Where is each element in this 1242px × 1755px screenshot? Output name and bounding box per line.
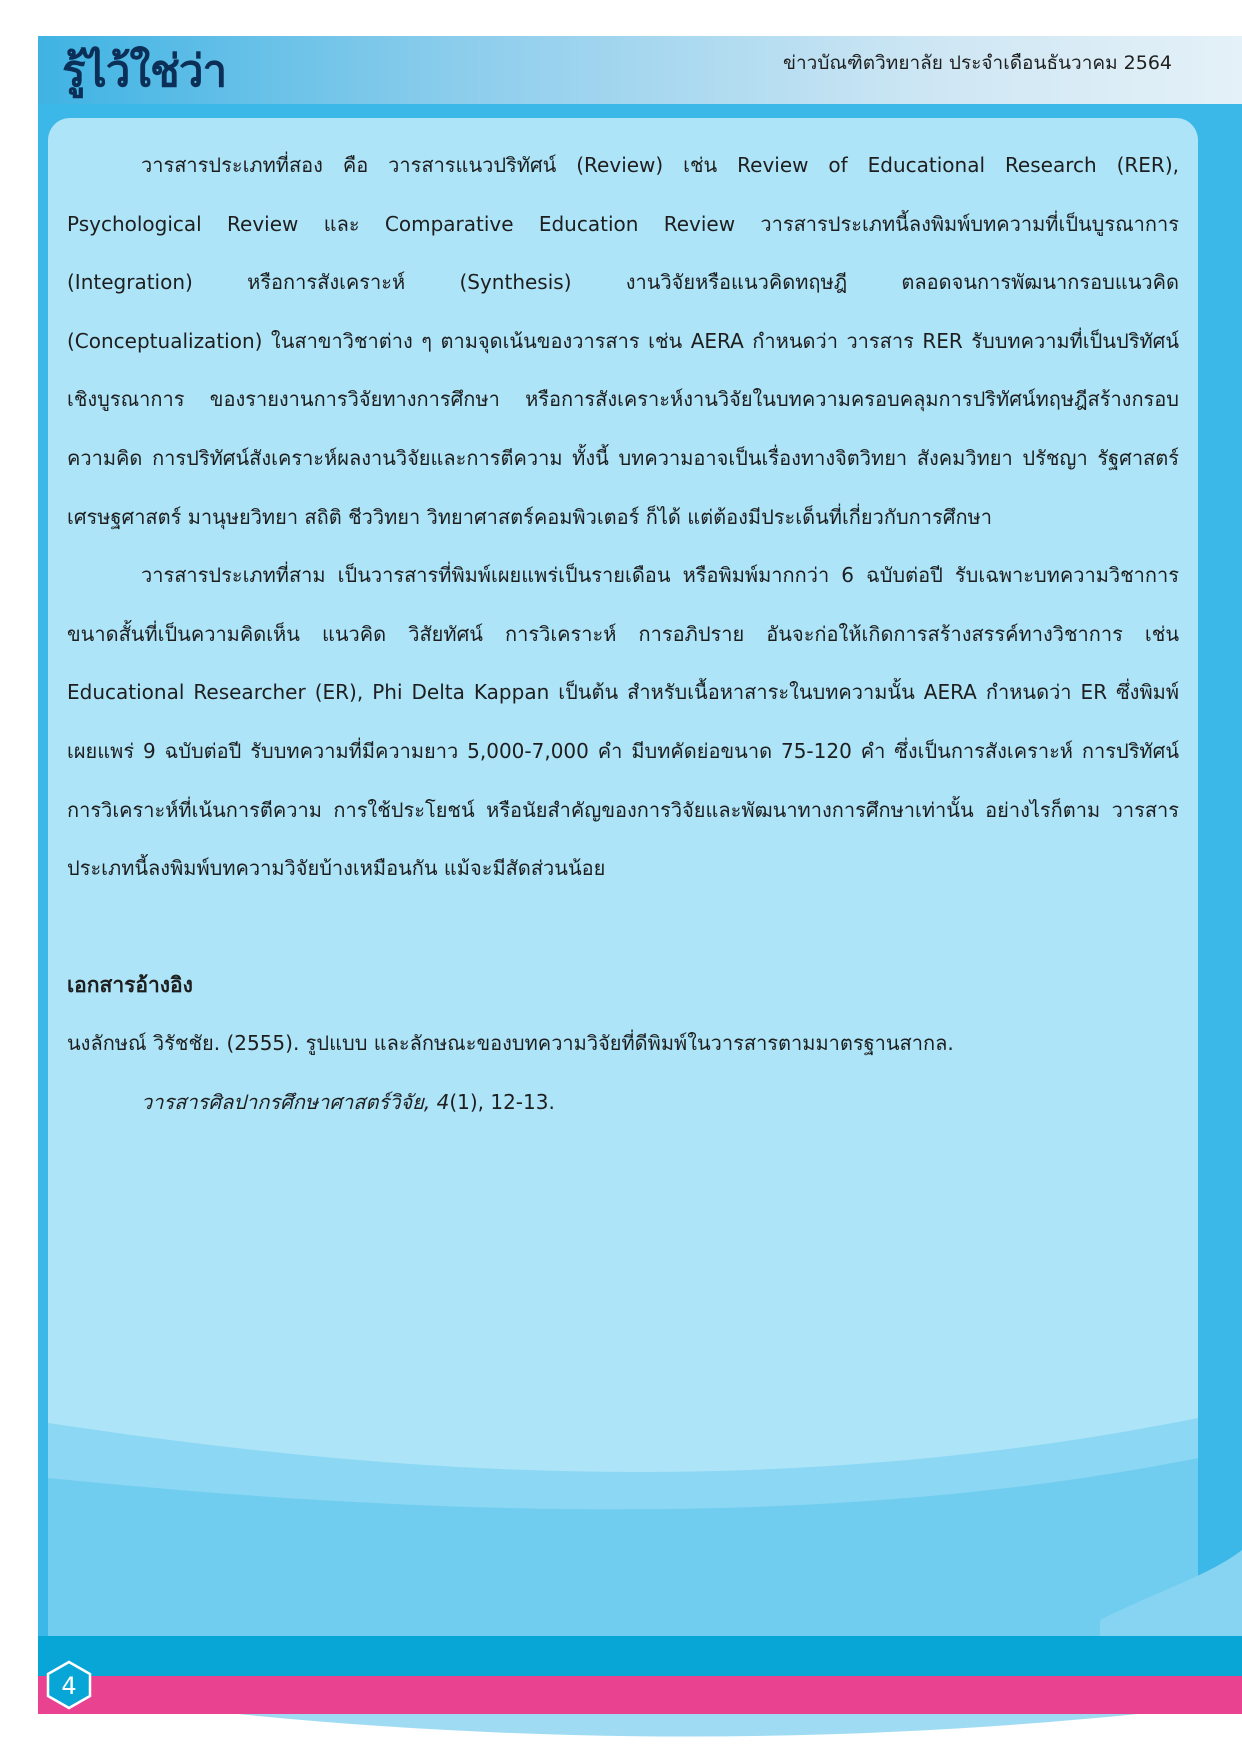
- bottom-wave-decoration: [38, 1714, 1242, 1755]
- article-body: [67, 136, 1179, 1132]
- right-wave-decoration: [1100, 1480, 1242, 1640]
- reference-issue-pages: (1), 12-13.: [449, 1089, 555, 1114]
- paragraph-review-journals: วารสารประเภทที่สอง คือ วารสารแนวปริทัศน์ (Review) เช่น Review of Educational Research (RER), Psychological Review และ Comparative Education Review วารสารประเภทนี้ลงพิมพ์บทความที่เป็นบูรณาการ (Integration) หรือการสังเคราะห์ (Synthesis) งานวิจัยหรือแนวคิดทฤษฎี ตลอดจนการพัฒนากรอบแนวคิด (Conceptualization) ในสาขาวิชาต่าง ๆ ตามจุดเน้นของวารสาร เช่น AERA กำหนดว่า วารสาร RER รับบทความที่เป็นปริทัศน์เชิงบูรณาการ ของรายงานการวิจัยทางการศึกษา หรือการสังเคราะห์งานวิจัยในบทความครอบคลุมการปริทัศน์ทฤษฎีสร้างกรอบความคิด การปริทัศน์สังเคราะห์ผลงานวิจัยและการตีความ ทั้งนี้ บทความอาจเป็นเรื่องทางจิตวิทยา สังคมวิทยา ปรัชญา รัฐศาสตร์ เศรษฐศาสตร์ มานุษยวิทยา สถิติ ชีววิทยา วิทยาศาสตร์คอมพิวเตอร์ ก็ได้ แต่ต้องมีประเด็นที่เกี่ยวกับการศึกษา: [67, 153, 1179, 529]
- reference-entry: นงลักษณ์ วิรัชชัย. (2555). รูปแบบ และลักษณะของบทความวิจัยที่ดีพิมพ์ในวารสารตามมาตรฐานสากล.: [67, 1031, 954, 1056]
- paragraph-monthly-journals: วารสารประเภทที่สาม เป็นวารสารที่พิมพ์เผยแพร่เป็นรายเดือน หรือพิมพ์มากกว่า 6 ฉบับต่อปี รับเฉพาะบทความวิชาการ ขนาดสั้นที่เป็นความคิดเห็น แนวคิด วิสัยทัศน์ การวิเคราะห์ การอภิปราย อันจะก่อให้เกิดการสร้างสรรค์ทางวิชาการ เช่น Educational Researcher (ER), Phi Delta Kappan เป็นต้น สำหรับเนื้อหาสาระในบทความนั้น AERA กำหนดว่า ER ซึ่งพิมพ์เผยแพร่ 9 ฉบับต่อปี รับบทความที่มีความยาว 5,000-7,000 คำ มีบทคัดย่อขนาด 75-120 คำ ซึ่งเป็นการสังเคราะห์ การปริทัศน์ การวิเคราะห์ที่เน้นการตีความ การใช้ประโยชน์ หรือนัยสำคัญของการวิจัยและพัฒนาทางการศึกษาเท่านั้น อย่างไรก็ตาม วารสารประเภทนี้ลงพิมพ์บทความวิจัยบ้างเหมือนกัน แม้จะมีสัดส่วนน้อย: [67, 563, 1179, 881]
- footer-bar-blue: [38, 1636, 1242, 1676]
- hexagon-icon: [44, 1660, 94, 1710]
- issue-label: ข่าวบัณฑิตวิทยาลัย ประจำเดือนธันวาคม 2564: [783, 52, 1172, 74]
- reference-source: [67, 1073, 1179, 1132]
- header-band: [38, 36, 1242, 104]
- reference-journal: วารสารศิลปากรศึกษาศาสตร์วิจัย, 4: [141, 1089, 450, 1114]
- footer-bar-pink: [38, 1676, 1242, 1714]
- page-number-badge: [44, 1660, 94, 1710]
- references-heading: เอกสารอ้างอิง: [67, 972, 193, 997]
- page-number: 4: [61, 1672, 77, 1700]
- column-title: รู้ไว้ใช่ว่า: [62, 46, 227, 97]
